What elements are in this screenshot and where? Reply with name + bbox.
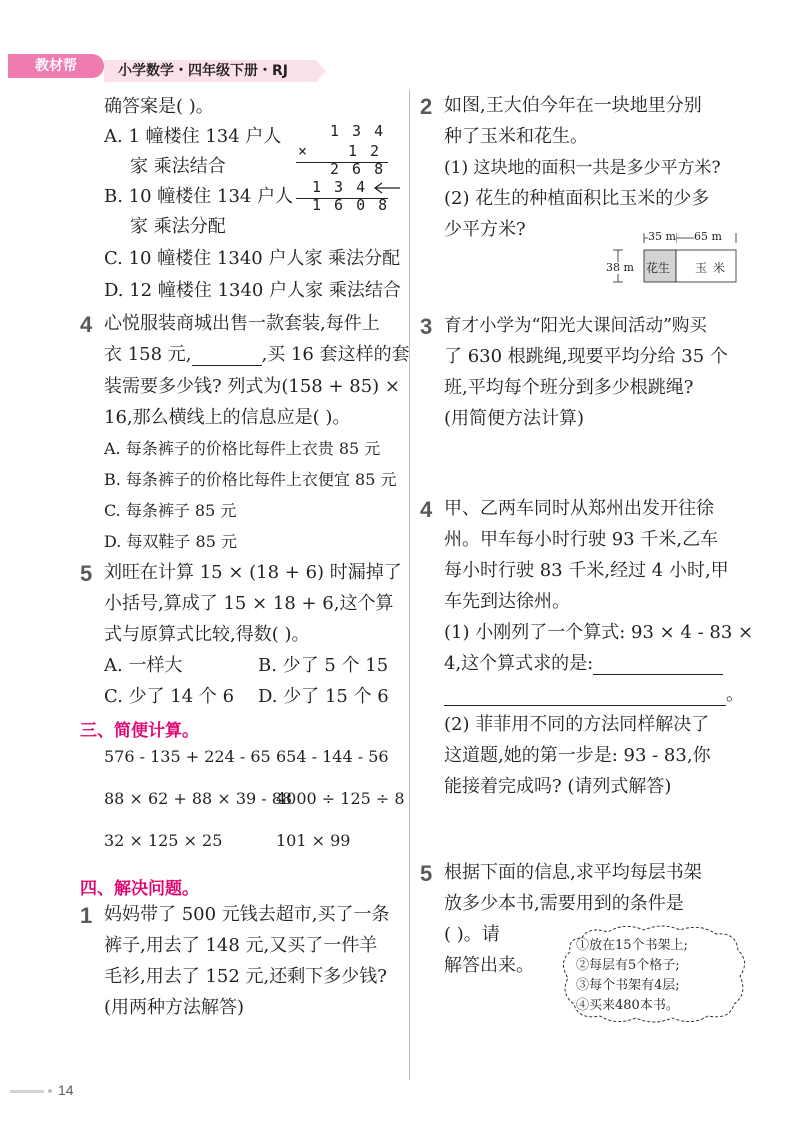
r-q4-number: 4 [420,497,433,522]
q4-line-2b: ,买 16 套这样的套 [261,344,410,365]
r-q4-answer-line-2 [444,684,744,706]
r-q2-part-2a: (2) 花生的种植面积比玉米的少多 [444,188,710,209]
r-q3-line-1: 育才小学为“阳光大课间活动”购买 [444,316,707,336]
q3-option-d: D. 12 幢楼住 1340 户人家 乘法结合 [104,280,401,301]
q4-line-1: 心悦服装商城出售一款套装,每件上 [104,313,380,334]
condition-3: ③每个书架有4层; [576,978,680,993]
r-q4-part-2b: 这道题,她的第一步是: 93 - 83,你 [444,745,711,766]
s4-q1-number: 1 [80,903,93,928]
fig-width-1: 35 m [648,230,676,243]
calc-arrow-icon [370,180,402,196]
r-q2-line-2: 种了玉米和花生。 [444,126,588,147]
r-q2-part-2b: 少平方米? [444,219,526,240]
q3-stem-end: 确答案是( )。 [104,96,214,117]
calc-row-5: 1 6 0 8 [312,196,390,214]
r-q3-number: 3 [420,314,433,339]
calc-expr-6: 101 × 99 [276,831,351,850]
q4-line-2 [104,344,410,366]
r-q5-line-3: ( )。请 [444,924,500,945]
r-q5-number: 5 [420,861,433,886]
s4-q1-line-4: (用两种方法解答) [104,997,245,1018]
q4-option-c: C. 每条裤子 85 元 [104,501,237,520]
fig-height: 38 m [606,261,634,274]
fig-corn-label: 玉米 [695,261,732,275]
fig-peanut-label: 花生 [646,261,671,275]
q5-option-a: A. 一样大 [104,655,183,676]
r-q4-period: 。 [726,684,744,705]
r-q2-line-1: 如图,王大伯今年在一块地里分别 [444,95,702,116]
q5-option-d: D. 少了 15 个 6 [258,686,389,707]
calc-row-3: 2 6 8 [330,160,386,178]
r-q4-part-1b-text: 4,这个算式求的是: [444,653,594,674]
footer-rule [10,1090,44,1093]
s4-q1-line-2: 裤子,用去了 148 元,又买了一件羊 [104,935,378,956]
r-q4-line-3: 每小时行驶 83 千米,经过 4 小时,甲 [444,560,729,581]
q4-answer-blank[interactable] [192,347,262,366]
r-q2-part-1: (1) 这块地的面积一共是多少平方米? [444,158,721,178]
q5-number: 5 [80,561,93,586]
header-title: 小学数学・四年级下册・RJ [118,63,288,79]
r-q5-line-2: 放多少本书,需要用到的条件是 [444,893,684,914]
q5-option-c: C. 少了 14 个 6 [104,686,235,707]
q3-option-a-cont: 家 乘法结合 [130,156,226,177]
q3-option-a: A. 1 幢楼住 134 户人 [104,126,282,147]
r-q5-line-1: 根据下面的信息,求平均每层书架 [444,862,702,883]
r-q2-number: 2 [420,94,433,119]
q4-option-d: D. 每双鞋子 85 元 [104,532,237,551]
r-q4-line-2: 州。甲车每小时行驶 93 千米,乙车 [444,529,719,550]
column-divider [409,90,410,1080]
calc-row-1: 1 3 4 [330,122,386,140]
condition-1: ①放在15个书架上; [576,938,688,953]
calc-expr-3: 88 × 62 + 88 × 39 - 88 [104,789,293,808]
q4-option-a: A. 每条裤子的价格比每件上衣贵 85 元 [104,439,381,458]
q5-line-1: 刘旺在计算 15 × (18 + 6) 时漏掉了 [104,562,402,583]
r-q3-line-3: 班,平均每个班分到多少根跳绳? [444,377,694,398]
header-band-arrow [290,58,330,84]
header-badge-label: 教材帮 [35,58,77,74]
calc-expr-2: 654 - 144 - 56 [276,747,389,766]
fig-width-2: 65 m [694,230,722,243]
r-q3-line-4: (用简便方法计算) [444,408,585,429]
s4-q1-line-1: 妈妈带了 500 元钱去超市,买了一条 [104,904,390,925]
calc-row-2: 1 2 [348,142,382,160]
r-q4-line-4: 车先到达徐州。 [444,591,570,612]
condition-4: ④买来480本书。 [576,998,679,1013]
section-4-title: 四、解决问题。 [80,879,199,899]
condition-2: ②每层有5个格子; [576,958,680,973]
q4-line-3: 装需要多少钱? 列式为(158 + 85) × [104,376,401,397]
header-badge [8,54,104,78]
q4-line-4: 16,那么横线上的信息应是( )。 [104,407,351,428]
q4-line-2a: 衣 158 元, [104,344,192,365]
r-q4-answer-blank-2[interactable] [444,687,726,706]
calc-expr-5: 32 × 125 × 25 [104,831,223,850]
calc-expr-1: 576 - 135 + 224 - 65 [104,747,271,766]
q3-option-b: B. 10 幢楼住 134 户人 [104,186,294,207]
r-q3-line-2: 了 630 根跳绳,现要平均分给 35 个 [444,346,728,367]
r-q4-part-1a: (1) 小刚列了一个算式: 93 × 4 - 83 × [444,622,754,643]
q5-option-b: B. 少了 5 个 15 [258,655,389,676]
r-q4-part-2a: (2) 菲菲用不同的方法同样解决了 [444,714,710,735]
calc-row-4: 1 3 4 [312,178,368,196]
s4-q1-line-3: 毛衫,用去了 152 元,还剩下多少钱? [104,966,387,987]
calc-times-sign: × [298,142,310,160]
section-3-title: 三、简便计算。 [80,721,199,741]
q3-option-b-cont: 家 乘法分配 [130,216,226,237]
r-q4-part-1b [444,653,723,675]
calc-expr-4: 4000 ÷ 125 ÷ 8 [276,789,405,808]
q3-option-c: C. 10 幢楼住 1340 户人家 乘法分配 [104,248,401,269]
page-number: 14 [58,1082,74,1098]
r-q4-answer-blank-1[interactable] [593,656,723,675]
r-q4-line-1: 甲、乙两车同时从郑州出发开往徐 [444,498,714,519]
r-q5-line-4: 解答出来。 [444,955,534,976]
q4-option-b: B. 每条裤子的价格比每件上衣便宜 85 元 [104,470,397,489]
q4-number: 4 [80,312,93,337]
q5-line-3: 式与原算式比较,得数( )。 [104,624,310,645]
q5-line-2: 小括号,算成了 15 × 18 + 6,这个算 [104,593,394,614]
footer-dot [48,1089,52,1093]
r-q4-part-2c: 能接着完成吗? (请列式解答) [444,776,672,797]
